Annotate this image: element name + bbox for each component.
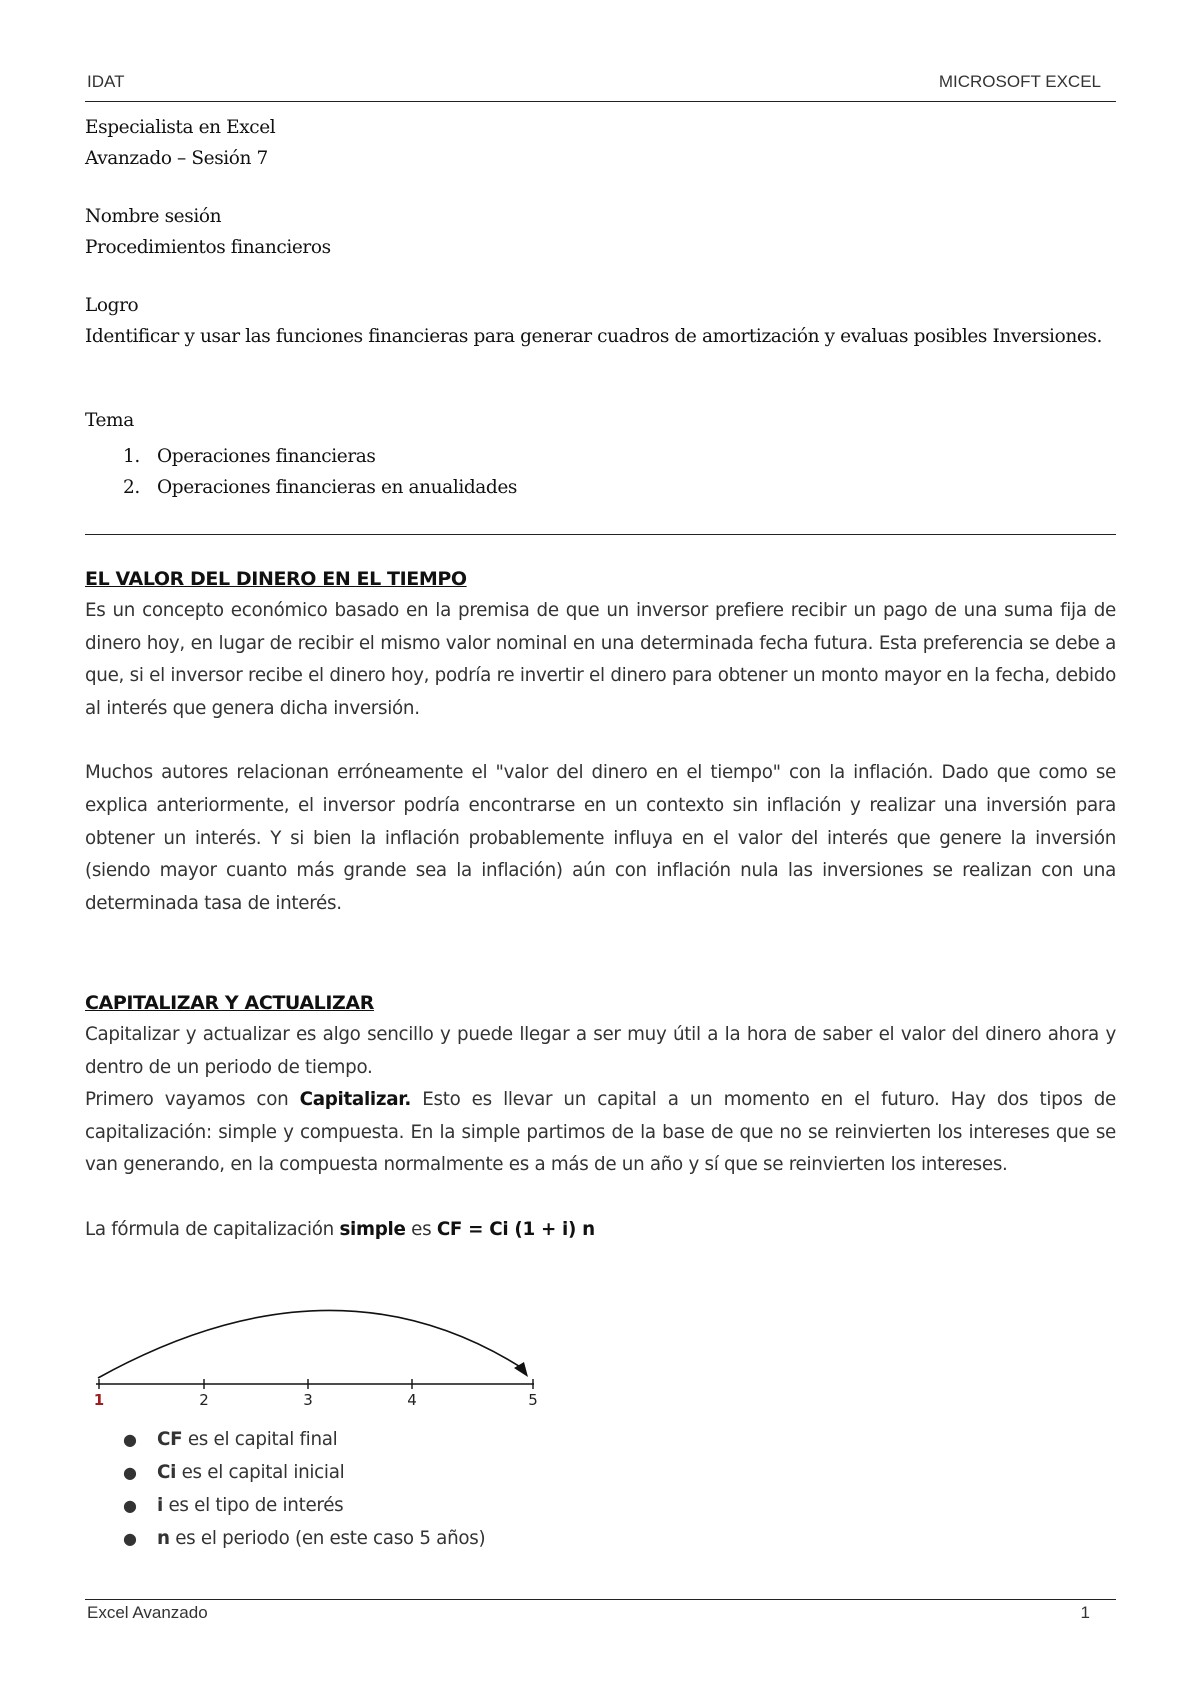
paragraph-text: Esto es llevar un capital a un momento en el futuro. Hay dos tipos de capitalización: simple y compuesta. En la simple partimos de la base de que no se reinvierten los intereses que se van generando, en la compuesta normalmente es a más de un año y sí que se reinvierten los intereses. (85, 1089, 1117, 1176)
term: CF (157, 1429, 183, 1450)
bullet-icon: ● (123, 1463, 137, 1482)
list-item (123, 441, 517, 472)
paragraph (85, 1084, 1116, 1182)
definition: es el capital final (182, 1429, 338, 1450)
header-left: IDAT (87, 72, 125, 91)
section-capitalizar (85, 987, 1116, 1246)
page-number: 1 (1080, 1603, 1090, 1622)
term: n (157, 1528, 170, 1549)
paragraph-bold: Capitalizar. (299, 1089, 412, 1111)
paragraph-text: Primero vayamos con (85, 1089, 300, 1111)
formula-equation: CF = Ci (1 + i) n (436, 1218, 595, 1240)
list-item (123, 1489, 485, 1522)
formula-text: es (405, 1218, 437, 1240)
definitions-list (123, 1423, 485, 1555)
bullet-icon: ● (123, 1430, 137, 1449)
term: i (157, 1495, 163, 1516)
formula-line (85, 1214, 1116, 1246)
bullet-icon: ● (123, 1496, 137, 1515)
tema-label: Tema (85, 410, 134, 431)
timeline-tick-label: 1 (93, 1391, 105, 1408)
timeline-tick-label: 4 (407, 1391, 417, 1408)
timeline-tick-label: 3 (303, 1391, 313, 1408)
session-label: Nombre sesión (85, 206, 222, 227)
formula-text: La fórmula de capitalización (85, 1218, 340, 1240)
paragraph: Capitalizar y actualizar es algo sencillo y puede llegar a ser muy útil a la hora de saber el valor del dinero ahora y dentro de un periodo de tiempo. (85, 1024, 1116, 1078)
list-item (123, 1522, 485, 1555)
list-item-text: Operaciones financieras (157, 446, 376, 467)
timeline-tick-label: 2 (199, 1391, 209, 1408)
definition: es el periodo (en este caso 5 años) (169, 1528, 486, 1549)
header-rule (85, 101, 1116, 102)
logro-info (85, 290, 1116, 352)
list-item-number: 1. (123, 446, 140, 467)
definition: es el capital inicial (176, 1462, 345, 1483)
tema-list (123, 441, 517, 503)
list-item (123, 1423, 485, 1456)
definition: es el tipo de interés (162, 1495, 344, 1516)
list-item (123, 472, 517, 503)
formula-bold: simple (339, 1218, 406, 1240)
list-item (123, 1456, 485, 1489)
page-header (85, 72, 1115, 100)
section-divider (85, 534, 1116, 535)
list-item-number: 2. (123, 477, 140, 498)
section-valor-dinero (85, 563, 1116, 920)
term: Ci (157, 1462, 177, 1483)
timeline-arc (98, 1310, 522, 1378)
list-item-text: Operaciones financieras en anualidades (157, 477, 518, 498)
section-title: CAPITALIZAR Y ACTUALIZAR (85, 992, 374, 1014)
paragraph: Es un concepto económico basado en la premisa de que un inversor prefiere recibir un pago de una suma fija de dinero hoy, en lugar de recibir el mismo valor nominal en una determinada fecha futura. Esta preferencia se debe a que, si el inversor recibe el dinero hoy, podría re invertir el dinero para obtener un monto mayor en la fecha, debido al interés que genera dicha inversión. (85, 600, 1116, 719)
course-title-line1: Especialista en Excel (85, 117, 276, 138)
footer-rule (85, 1599, 1116, 1600)
section-title: EL VALOR DEL DINERO EN EL TIEMPO (85, 568, 467, 590)
session-info (85, 201, 1116, 263)
timeline-tick-label: 5 (528, 1391, 538, 1408)
course-title-line2: Avanzado – Sesión 7 (85, 148, 268, 169)
header-right: MICROSOFT EXCEL (938, 72, 1101, 91)
bullet-icon: ● (123, 1529, 137, 1548)
session-value: Procedimientos financieros (85, 237, 331, 258)
paragraph: Muchos autores relacionan erróneamente el "valor del dinero en el tiempo" con la inflación. Dado que como se explica anteriormente, el inversor podría encontrarse en un contexto sin inflación y realizar una inversión para obtener un interés. Y si bien la inflación probablemente influya en el valor del interés que genere la inversión (siendo mayor cuanto más grande sea la inflación) aún con inflación nula las inversiones se realizan con una determinada tasa de interés. (85, 762, 1116, 914)
page-footer (85, 1603, 1115, 1631)
capitalization-timeline (92, 1288, 552, 1408)
footer-left: Excel Avanzado (87, 1603, 208, 1622)
logro-text: Identificar y usar las funciones financieras para generar cuadros de amortización y evaluas posibles Inversiones. (85, 326, 1102, 347)
course-info (85, 112, 1116, 174)
logro-label: Logro (85, 295, 139, 316)
